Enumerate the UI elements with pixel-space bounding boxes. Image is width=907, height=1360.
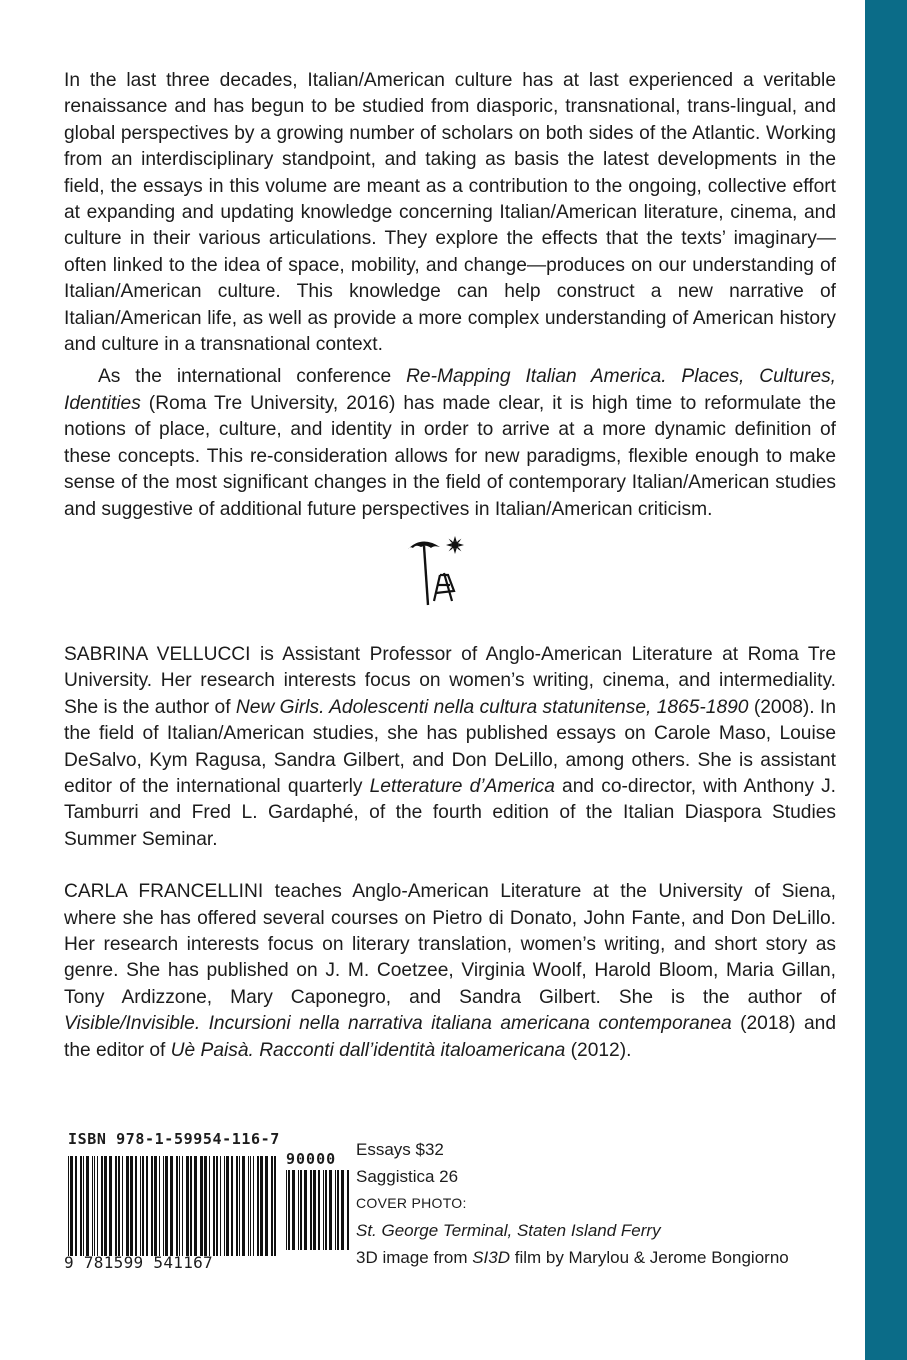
bio2-book-title-2: Uè Paisà. Racconti dall’identità italoamericana	[170, 1039, 566, 1061]
isbn-label: ISBN 978-1-59954-116-7	[68, 1130, 280, 1148]
bio1-text-b: (2008). In the field of Italian/American studies, she has published essays on Carole Maso, Louise DeSalvo, Kym Ragusa, Sandra Gilbert, and Don DeLillo, among others. She is assistant editor of the international quarterly	[64, 696, 837, 797]
author-bio-francellini	[64, 879, 836, 1064]
photo-credit	[356, 1244, 789, 1271]
intro-p2-text-b: (Roma Tre University, 2016) has made clear, it is high time to reformulate the notions of place, culture, and identity in order to arrive at a more dynamic definition of these concepts. This re-consideration allows for new paradigms, flexible enough to make sense of the most significant changes in the field of contemporary Italian/American studies and suggestive of additional future perspectives in Italian/American criticism.	[64, 392, 836, 520]
cover-photo-title	[356, 1217, 789, 1244]
category-price: Essays $32	[356, 1140, 444, 1159]
cover-photo-title-text: St. George Terminal, Staten Island Ferry	[356, 1221, 661, 1240]
cover-photo-label: COVER PHOTO:	[356, 1195, 467, 1211]
bio1-text-c: and co-director, with Anthony J. Tamburri and Fred L. Gardaphé, of the fourth edition of the Italian Diaspora Studies Summer Seminar.	[64, 775, 836, 850]
bio1-text-a: SABRINA VELLUCCI is Assistant Professor of Anglo-American Literature at Roma Tre University. Her research interests focus on women’s writing, cinema, and intermediality. She is the author of	[64, 643, 836, 718]
isbn-barcode	[64, 1130, 354, 1290]
spine-color-band	[865, 0, 907, 1360]
back-cover-text	[64, 68, 836, 1064]
credit-text-a: 3D image from	[356, 1248, 473, 1267]
book-info	[356, 1136, 789, 1271]
series-label: Saggistica 26	[356, 1167, 459, 1186]
footer	[64, 1130, 836, 1330]
intro-p2-text-a: As the international conference	[98, 366, 407, 388]
barcode-bars	[68, 1156, 278, 1256]
bio1-book-title: New Girls. Adolescenti nella cultura statunitense, 1865-1890	[235, 696, 749, 718]
conference-title: Re-Mapping Italian America. Places, Cultures, Identities	[64, 366, 836, 414]
intro-paragraph-1: In the last three decades, Italian/American culture has at last experienced a veritable renaissance and has begun to be studied from diasporic, transnational, trans-lingual, and global perspectives by a growing number of scholars on both sides of the Atlantic. Working from an interdisciplinary standpoint, and taking as basis the latest developments in the field, the essays in this volume are meant as a contribution to the ongoing, collective effort at expanding and updating knowledge concerning Italian/American literature, cinema, and culture in their various articulations. They explore the effects that the texts’ imaginary—often linked to the idea of space, mobility, and change—produces on our understanding of Italian/American culture. This knowledge can help construct a new narrative of Italian/American life, as well as provide a more complex understanding of American history and culture in a transnational context.	[64, 70, 836, 356]
bio2-text-c: (2012).	[565, 1039, 632, 1061]
bio2-book-title-1: Visible/Invisible. Incursioni nella narrativa italiana americana contemporanea	[64, 1013, 732, 1035]
credit-text-b: film by Marylou & Jerome Bongiorno	[510, 1248, 789, 1267]
beach-umbrella-chair-ornament-icon	[404, 535, 464, 609]
addon-barcode-bars	[286, 1170, 350, 1250]
credit-film-title: SI3D	[472, 1248, 510, 1267]
barcode-digits: 9 781599 541167	[64, 1253, 213, 1272]
author-bio-vellucci	[64, 642, 836, 853]
bio2-text-b: (2018) and the editor of	[64, 1013, 836, 1061]
price-code: 90000	[286, 1150, 337, 1168]
intro-paragraph-2	[64, 364, 836, 522]
bio1-journal-title: Letterature d’America	[369, 775, 555, 797]
bio2-text-a: CARLA FRANCELLINI teaches Anglo-American Literature at the University of Siena, where she has offered several courses on Pietro di Donato, John Fante, and Don DeLillo. Her research interests focus on literary translation, women’s writing, and short story as genre. She has published on J. M. Coetzee, Virginia Woolf, Harold Bloom, Maria Gillan, Tony Ardizzone, Mary Caponegro, and Sandra Gilbert. She is the author of	[64, 881, 836, 1008]
